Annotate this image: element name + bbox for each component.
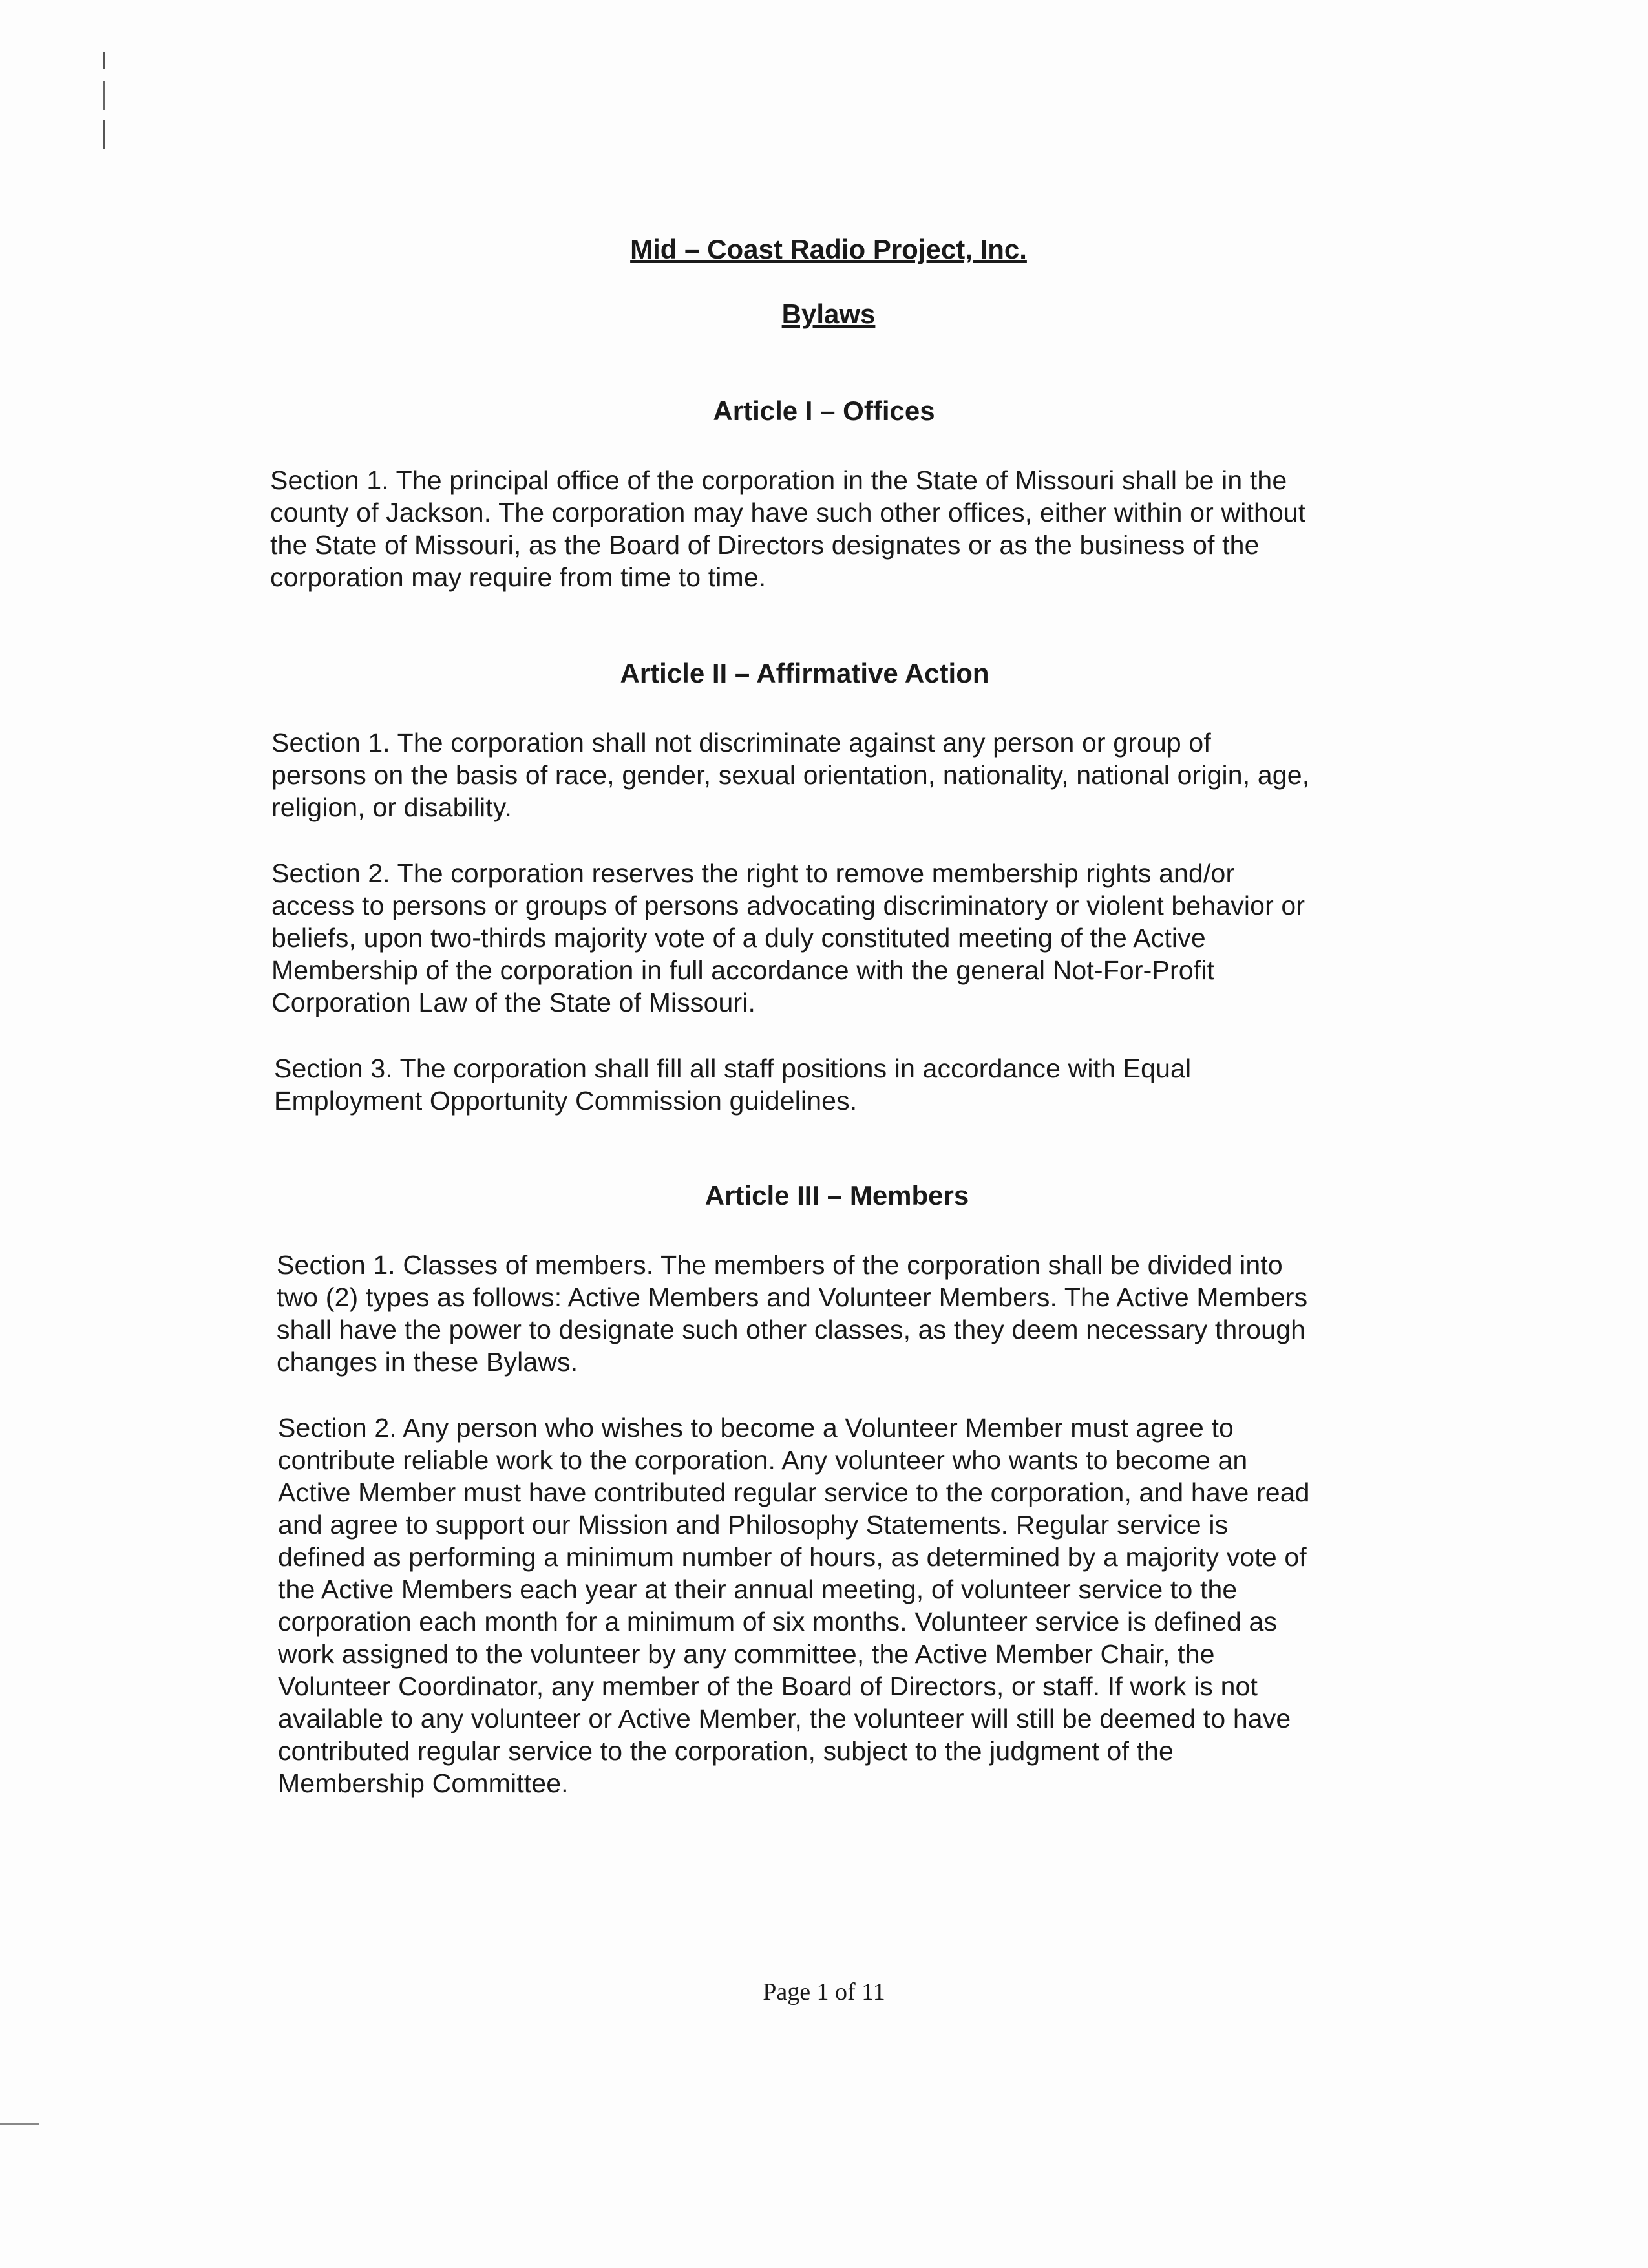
article-2-section-2: Section 2. The corporation reserves the right to remove membership rights and/or access to persons or groups of persons advocating discriminatory or violent behavior or beliefs, upon two-thirds majority vote of a duly constituted meeting of the Active Membership of the corporation in full accordance with the general Not-For-Profit Corporation Law of the State of Missouri. [271, 858, 1305, 1017]
scan-edge-mark [0, 2123, 39, 2125]
article-3-section-2: Section 2. Any person who wishes to become a Volunteer Member must agree to contribute reliable work to the corporation. Any volunteer who wants to become an Active Member must have contributed regular service to the corporation, and have read and agree to support our Mission and Philosophy Statements. Regular service is defined as performing a minimum number of hours, as determined by a majority vote of the Active Members each year at their annual meeting, of volunteer service to the corporation each month for a minimum of six months. Volunteer service is defined as work assigned to the volunteer by any committee, the Active Member Chair, the Volunteer Coordinator, any member of the Board of Directors, or staff. If work is not available to any volunteer or Active Member, the volunteer will still be deemed to have contributed regular service to the corporation, subject to the judgment of the Membership Committee. [278, 1413, 1310, 1798]
article-1-section-1: Section 1. The principal office of the corporation in the State of Missouri shall be in the county of Jackson. The corporation may have such other offices, either within or without the State of Missouri, as the Board of Directors designates or as the business of the corporation may require from time to time. [270, 465, 1306, 592]
document-subtitle: Bylaws [781, 299, 876, 329]
scan-margin-mark [103, 52, 105, 149]
article-3-section-1: Section 1. Classes of members. The members of the corporation shall be divided into two (2) types as follows: Active Members and Volunteer Members. The Active Members shall have the power to designate such other classes, as they deem necessary through changes in these Bylaws. [277, 1250, 1308, 1377]
article-2-section-3: Section 3. The corporation shall fill all staff positions in accordance with Equal Employment Opportunity Commission guidelines. [274, 1054, 1192, 1116]
article-2-section-1: Section 1. The corporation shall not discriminate against any person or group of persons on the basis of race, gender, sexual orientation, nationality, national origin, age, religion, or disability. [271, 728, 1310, 822]
page-footer: Page 1 of 11 [763, 1978, 885, 2006]
article-2-heading: Article II – Affirmative Action [620, 658, 989, 688]
document-title: Mid – Coast Radio Project, Inc. [630, 234, 1027, 264]
article-1-heading: Article I – Offices [713, 396, 935, 426]
article-3-heading: Article III – Members [704, 1180, 969, 1211]
